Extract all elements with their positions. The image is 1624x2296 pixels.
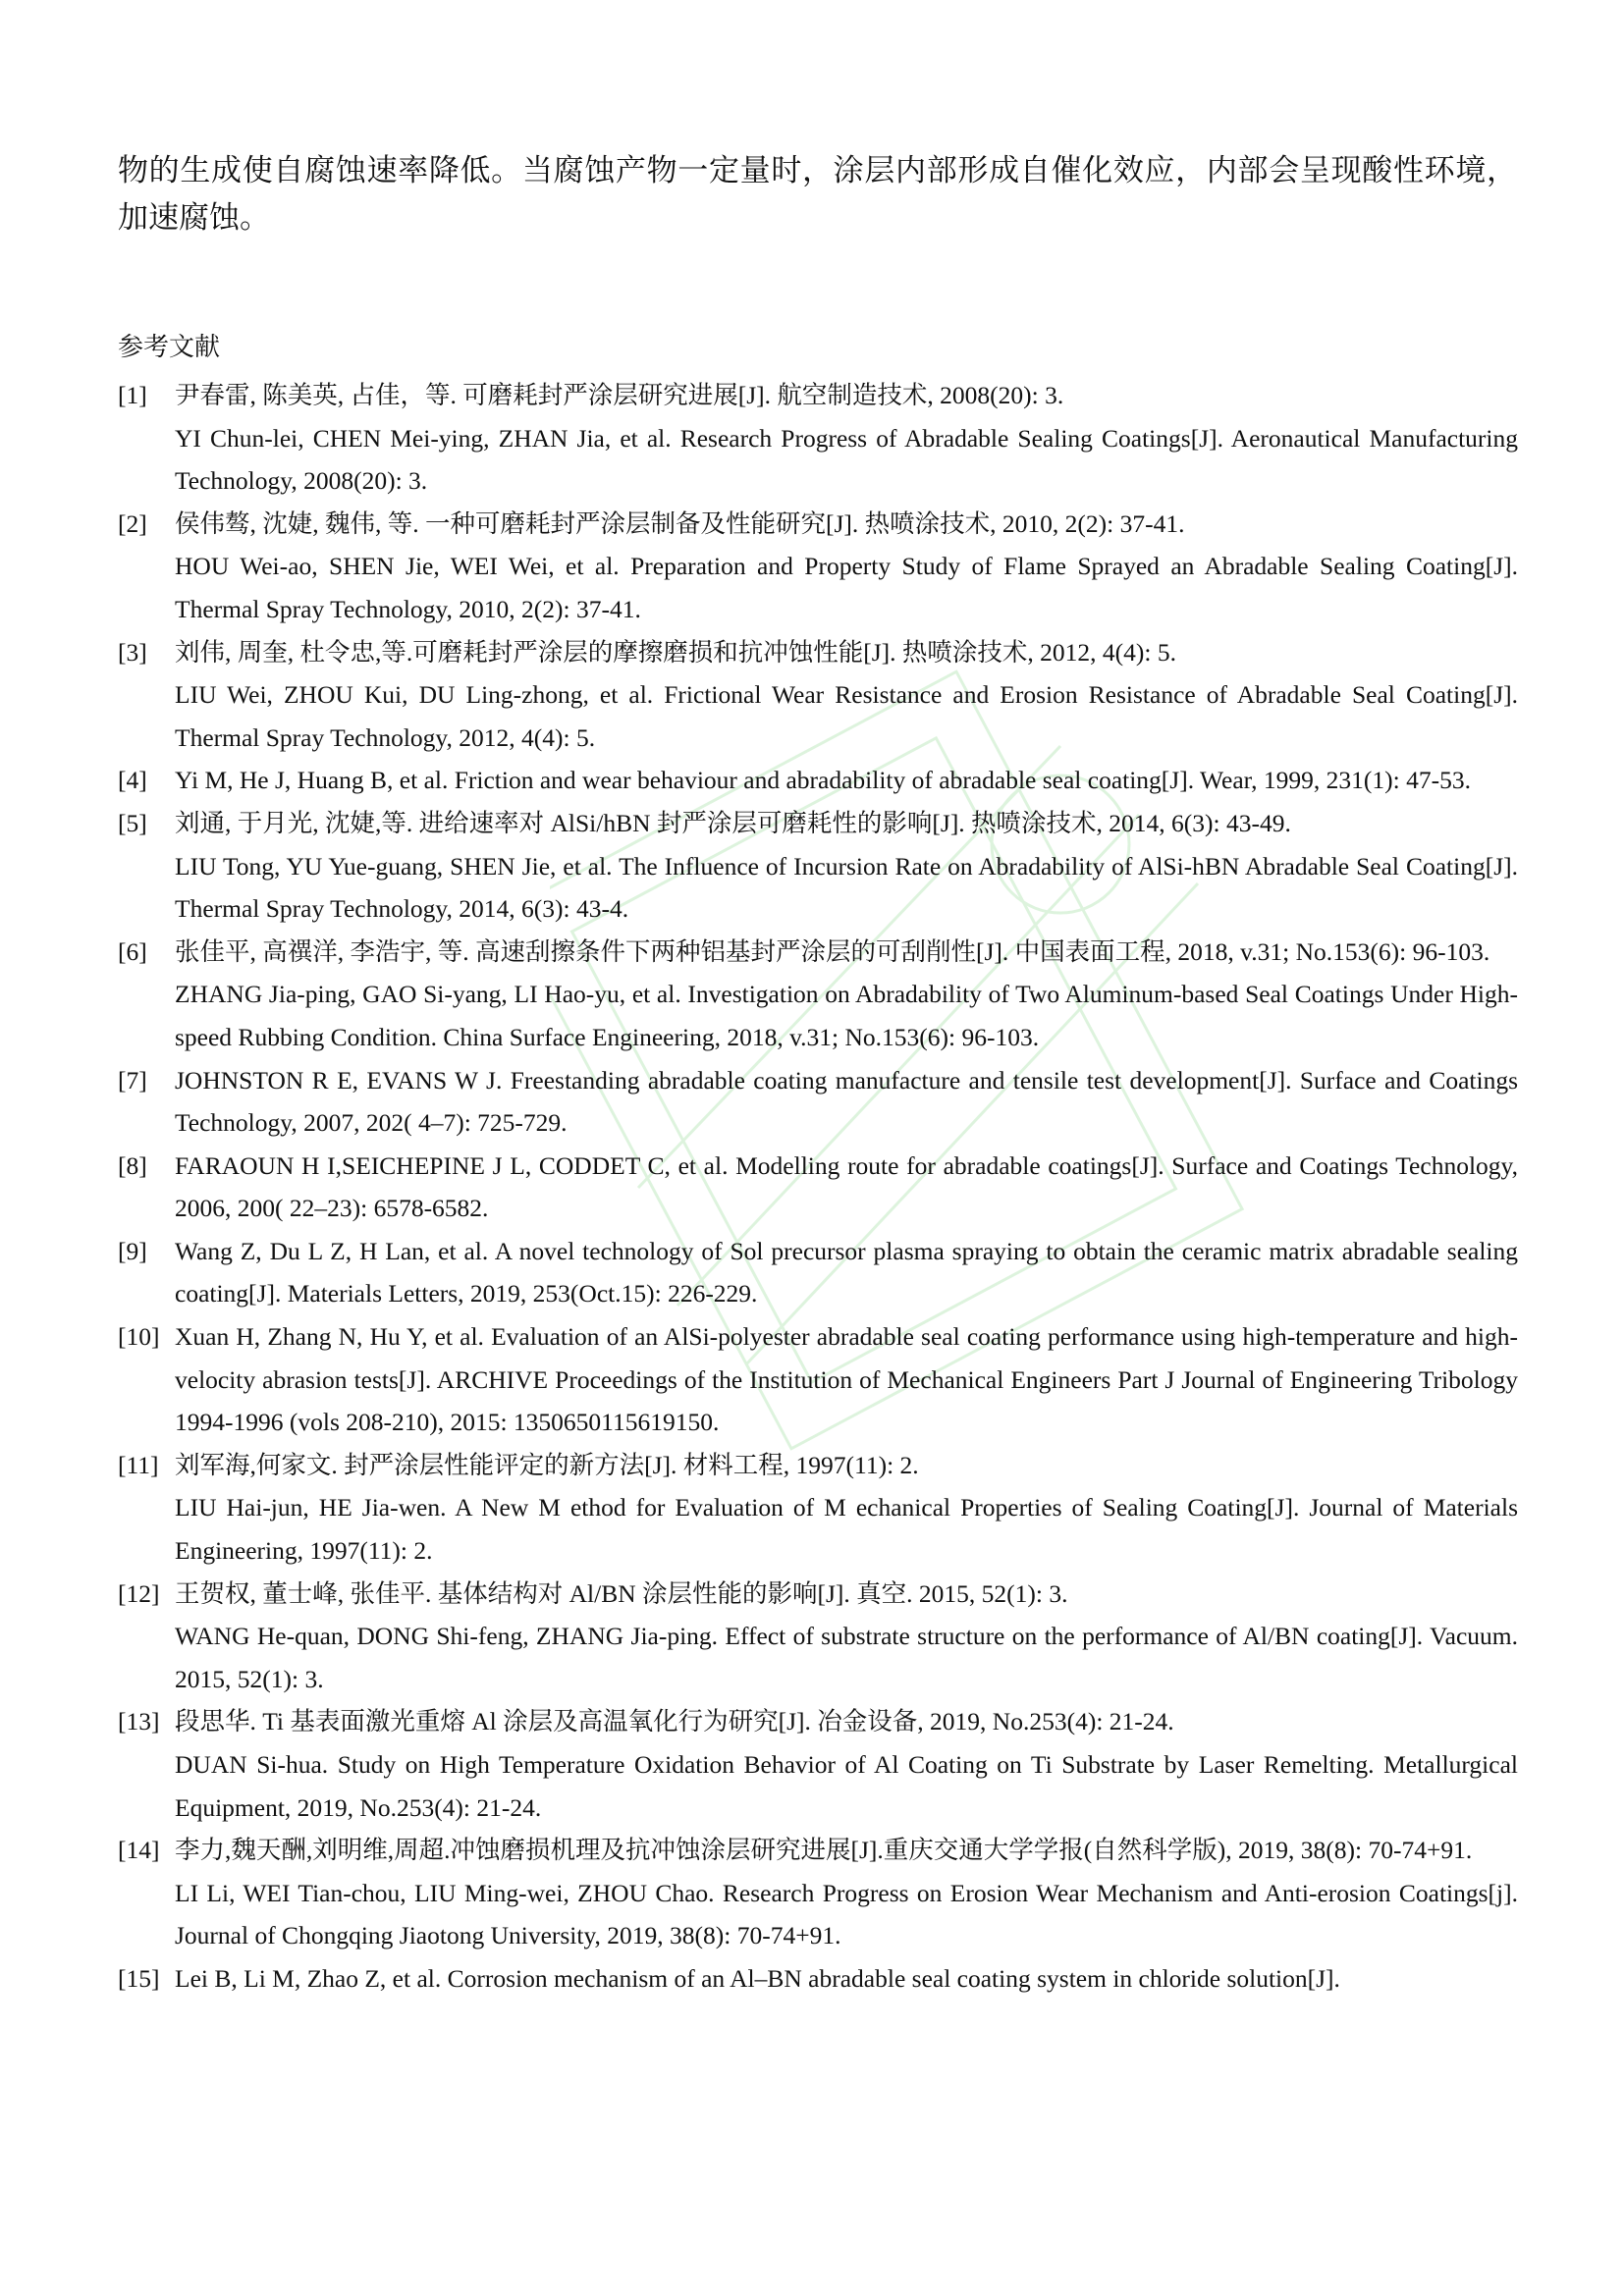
reference-citation: 王贺权, 董士峰, 张佳平. 基体结构对 Al/BN 涂层性能的影响[J]. 真空. 2015, 52(1): 3. <box>175 1578 1068 1608</box>
reference-citation: LIU Hai-jun, HE Jia-wen. A New M ethod for Evaluation of M echanical Properties of Sealing Coating[J]. Journal of Materials Engineering, 1997(11): 2. <box>175 1493 1518 1566</box>
reference-item <box>118 802 1518 931</box>
reference-citation: 刘军海,何家文. 封严涂层性能评定的新方法[J]. 材料工程, 1997(11): 2. <box>175 1450 919 1479</box>
reference-citation: LIU Tong, YU Yue-guang, SHEN Jie, et al. The Influence of Incursion Rate on Abradability of AlSi-hBN Abradable Seal Coating[J]. Thermal Spray Technology, 2014, 6(3): 43-4. <box>175 851 1518 924</box>
reference-number: [1] <box>118 381 147 409</box>
reference-citation: 刘通, 于月光, 沈婕,等. 进给速率对 AlSi/hBN 封严涂层可磨耗性的影响[J]. 热喷涂技术, 2014, 6(3): 43-49. <box>175 808 1291 837</box>
reference-citation: 侯伟骜, 沈婕, 魏伟, 等. 一种可磨耗封严涂层制备及性能研究[J]. 热喷涂技术, 2010, 2(2): 37-41. <box>175 508 1185 538</box>
reference-citation: Wang Z, Du L Z, H Lan, et al. A novel technology of Sol precursor plasma spraying to obtain the ceramic matrix abradable sealing coating[J]. Materials Letters, 2019, 253(Oct.15): 226-229. <box>175 1236 1518 1308</box>
reference-item <box>118 1700 1518 1829</box>
reference-number: [2] <box>118 508 147 538</box>
intro-paragraph: 物的生成使自腐蚀速率降低。当腐蚀产物一定量时，涂层内部形成自催化效应，内部会呈现酸性环境，加速腐蚀。 <box>118 153 1517 236</box>
reference-citation: 李力,魏天酬,刘明维,周超.冲蚀磨损机理及抗冲蚀涂层研究进展[J].重庆交通大学学报(自然科学版), 2019, 38(8): 70-74+91. <box>175 1836 1473 1865</box>
reference-body <box>175 931 1518 1059</box>
reference-body <box>175 503 1518 631</box>
reference-item <box>118 931 1518 1059</box>
reference-item <box>118 1573 1518 1701</box>
reference-citation: Lei B, Li M, Zhao Z, et al. Corrosion mechanism of an Al–BN abradable seal coating system in chloride solution[J]. <box>175 1963 1340 1993</box>
reference-number: [13] <box>118 1707 160 1736</box>
reference-item <box>118 374 1518 503</box>
reference-number: [14] <box>118 1836 160 1865</box>
reference-item <box>118 1315 1518 1444</box>
reference-item <box>118 1957 1518 2001</box>
reference-number: [4] <box>118 766 147 795</box>
reference-citation: FARAOUN H I,SEICHEPINE J L, CODDET C, et al. Modelling route for abradable coatings[J]. Surface and Coatings Technology, 2006, 200( 22–23): 6578-6582. <box>175 1150 1518 1223</box>
reference-citation: YI Chun-lei, CHEN Mei-ying, ZHAN Jia, et al. Research Progress of Abradable Sealing Coatings[J]. Aeronautical Manufacturing Technology, 2008(20): 3. <box>175 423 1518 496</box>
reference-citation: 段思华. Ti 基表面激光重熔 Al 涂层及高温氧化行为研究[J]. 冶金设备, 2019, No.253(4): 21-24. <box>175 1707 1174 1736</box>
reference-citation: DUAN Si-hua. Study on High Temperature Oxidation Behavior of Al Coating on Ti Substrate by Laser Remelting. Metallurgical Equipment, 2019, No.253(4): 21-24. <box>175 1750 1518 1822</box>
reference-item <box>118 1059 1518 1145</box>
reference-item <box>118 1829 1518 1957</box>
reference-body <box>175 374 1518 503</box>
reference-body <box>175 759 1518 802</box>
reference-citation: HOU Wei-ao, SHEN Jie, WEI Wei, et al. Preparation and Property Study of Flame Sprayed an Abradable Sealing Coating[J]. Thermal Spray Technology, 2010, 2(2): 37-41. <box>175 552 1518 623</box>
reference-citation: 尹春雷, 陈美英, 占佳，等. 可磨耗封严涂层研究进展[J]. 航空制造技术, 2008(20): 3. <box>175 381 1064 409</box>
reference-body <box>175 802 1518 931</box>
reference-body <box>175 1829 1518 1957</box>
reference-citation: 张佳平, 高禩洋, 李浩宇, 等. 高速刮擦条件下两种铝基封严涂层的可刮削性[J]. 中国表面工程, 2018, v.31; No.153(6): 96-103. <box>175 936 1490 966</box>
reference-citation: LI Li, WEI Tian-chou, LIU Ming-wei, ZHOU Chao. Research Progress on Erosion Wear Mechanism and Anti-erosion Coatings[j]. Journal of Chongqing Jiaotong University, 2019, 38(8): 70-74+91. <box>175 1878 1518 1950</box>
reference-item <box>118 759 1518 802</box>
reference-citation: LIU Wei, ZHOU Kui, DU Ling-zhong, et al. Frictional Wear Resistance and Erosion Resistance of Abradable Seal Coating[J]. Thermal Spray Technology, 2012, 4(4): 5. <box>175 680 1518 752</box>
reference-number: [5] <box>118 808 147 837</box>
reference-number: [15] <box>118 1963 160 1993</box>
reference-number: [11] <box>118 1450 159 1479</box>
reference-number: [3] <box>118 637 147 667</box>
reference-body <box>175 1315 1518 1444</box>
reference-item <box>118 1145 1518 1230</box>
reference-number: [6] <box>118 936 147 966</box>
reference-body <box>175 631 1518 760</box>
reference-body <box>175 1573 1518 1701</box>
reference-citation: ZHANG Jia-ping, GAO Si-yang, LI Hao-yu, et al. Investigation on Abradability of Two Aluminum-based Seal Coatings Under High-speed Rubbing Condition. China Surface Engineering, 2018, v.31; No.153(6): 96-103. <box>175 980 1518 1051</box>
reference-body <box>175 1444 1518 1573</box>
reference-number: [10] <box>118 1322 160 1352</box>
references-heading: 参考文献 <box>118 333 221 362</box>
reference-list <box>118 374 1518 2001</box>
reference-body <box>175 1059 1518 1145</box>
reference-body <box>175 1700 1518 1829</box>
reference-item <box>118 1230 1518 1315</box>
reference-item <box>118 1444 1518 1573</box>
reference-number: [9] <box>118 1236 147 1265</box>
reference-citation: 刘伟, 周奎, 杜令忠,等.可磨耗封严涂层的摩擦磨损和抗冲蚀性能[J]. 热喷涂技术, 2012, 4(4): 5. <box>175 637 1176 667</box>
reference-citation: Xuan H, Zhang N, Hu Y, et al. Evaluation of an AlSi-polyester abradable seal coating performance using high-temperature and high-velocity abrasion tests[J]. ARCHIVE Proceedings of the Institution of Mechanical Engineers Part J Journal of Engineering Tribology 1994-1996 (vols 208-210), 2015: 1350650115619150. <box>175 1322 1518 1437</box>
reference-citation: WANG He-quan, DONG Shi-feng, ZHANG Jia-ping. Effect of substrate structure on the performance of Al/BN coating[J]. Vacuum. 2015, 52(1): 3. <box>175 1622 1518 1693</box>
reference-body <box>175 1145 1518 1230</box>
reference-number: [7] <box>118 1065 147 1095</box>
reference-citation: JOHNSTON R E, EVANS W J. Freestanding abradable coating manufacture and tensile test development[J]. Surface and Coatings Technology, 2007, 202( 4–7): 725-729. <box>175 1065 1518 1138</box>
reference-body <box>175 1957 1518 2001</box>
reference-citation: Yi M, He J, Huang B, et al. Friction and wear behaviour and abradability of abradable seal coating[J]. Wear, 1999, 231(1): 47-53. <box>175 766 1471 795</box>
reference-body <box>175 1230 1518 1315</box>
reference-number: [12] <box>118 1578 160 1608</box>
reference-number: [8] <box>118 1150 147 1180</box>
reference-item <box>118 503 1518 631</box>
reference-item <box>118 631 1518 760</box>
